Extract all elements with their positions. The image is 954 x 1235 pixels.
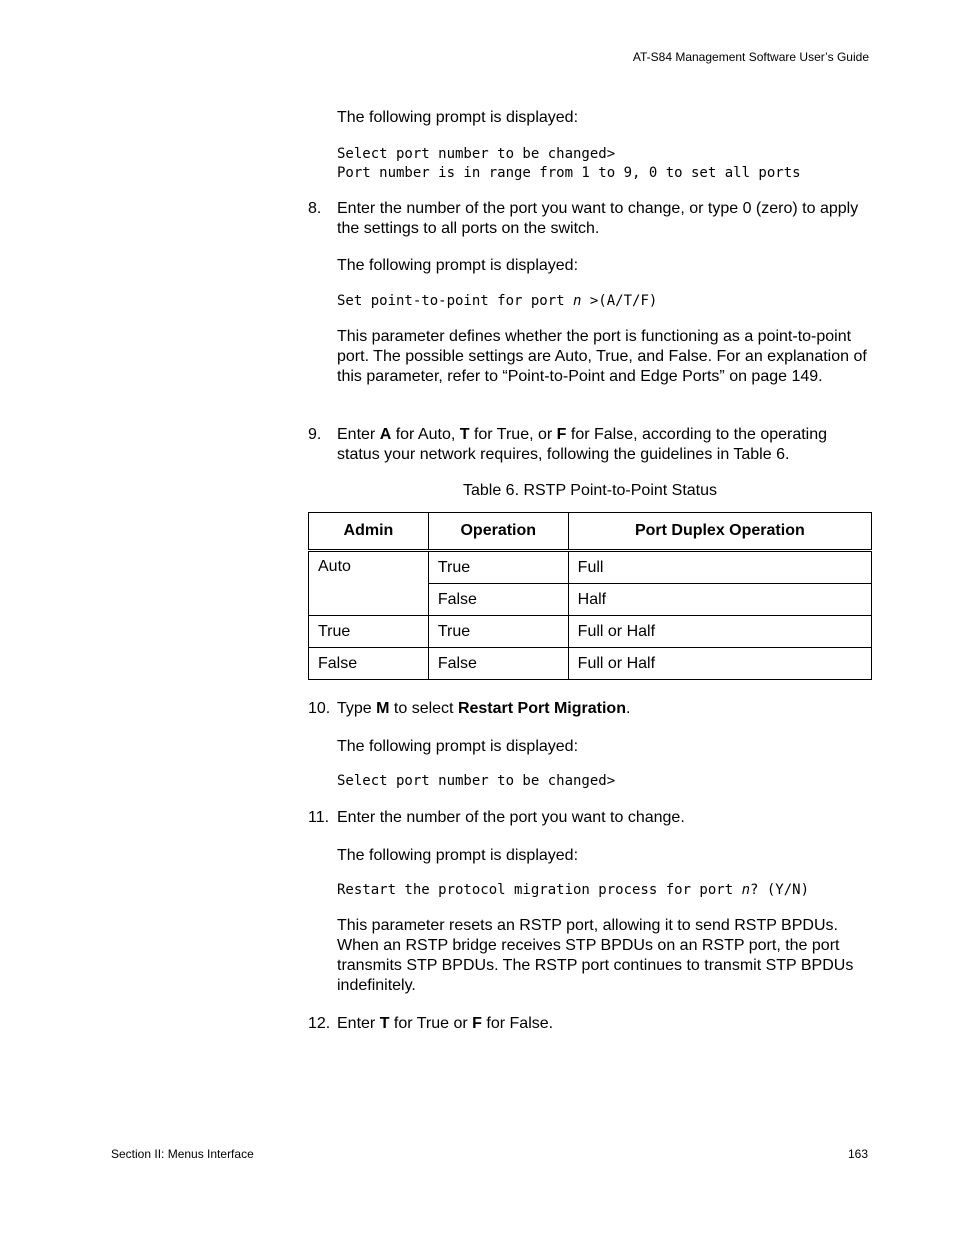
table-cell: Full: [568, 551, 871, 584]
table-caption: Table 6. RSTP Point-to-Point Status: [462, 482, 718, 499]
table-row: [309, 616, 872, 648]
table-cell: Half: [568, 584, 871, 616]
step-number: 8.: [308, 200, 322, 217]
code-text: Restart the protocol migration process for port: [337, 882, 742, 898]
code-block: [337, 292, 657, 311]
code-text: ? (Y/N): [750, 882, 810, 898]
paragraph: This parameter resets an RSTP port, allowing it to send RSTP BPDUs. When an RSTP bridge receives STP BPDUs on an RSTP port, the port transmits STP BPDUs. The RSTP port continues to transmit STP BPDUs indefinitely.: [337, 917, 854, 994]
step-number: 12.: [308, 1015, 331, 1032]
code-line: Select port number to be changed>: [337, 146, 616, 162]
step-number: 10.: [308, 700, 331, 717]
code-block: [337, 881, 809, 900]
table-cell: True: [309, 616, 429, 648]
table-cell: True: [428, 551, 568, 584]
table-cell: Full or Half: [568, 616, 871, 648]
step-text: Enter A for Auto, T for True, or F for False, according to the operating status your network requires, following the guidelines in Table 6.: [337, 426, 828, 463]
paragraph: The following prompt is displayed:: [337, 257, 579, 274]
paragraph: The following prompt is displayed:: [337, 109, 579, 126]
step-number: 11.: [308, 809, 330, 826]
footer-section: Section II: Menus Interface: [111, 1147, 254, 1161]
step-number: 9.: [308, 426, 322, 443]
step-11: [308, 808, 873, 828]
code-variable: n: [573, 293, 582, 309]
code-block: Select port number to be changed>: [337, 773, 616, 789]
step-12: [308, 1014, 873, 1034]
table-cell: Auto: [309, 551, 429, 616]
column-header: Admin: [309, 513, 429, 551]
code-text: Set point-to-point for port: [337, 293, 574, 309]
table-cell: False: [309, 648, 429, 680]
step-9: [308, 425, 873, 465]
paragraph: The following prompt is displayed:: [337, 738, 579, 755]
step-10: [308, 699, 873, 719]
page-number: 163: [847, 1147, 868, 1161]
step-text: Enter the number of the port you want to change.: [337, 809, 685, 826]
table-header-row: [309, 513, 872, 551]
table-cell: Full or Half: [568, 648, 871, 680]
step-text: Enter the number of the port you want to change, or type 0 (zero) to apply the settings to all ports on the switch.: [337, 200, 859, 237]
step-text: Enter T for True or F for False.: [337, 1015, 554, 1032]
column-header: Port Duplex Operation: [568, 513, 871, 551]
table-cell: True: [428, 616, 568, 648]
step-text: Type M to select Restart Port Migration.: [337, 700, 631, 717]
step-8: [308, 199, 873, 239]
running-header: AT-S84 Management Software User’s Guide: [632, 50, 869, 64]
code-text: >(A/T/F): [581, 293, 658, 309]
code-variable: n: [741, 882, 751, 898]
code-block: [337, 145, 801, 183]
column-header: Operation: [428, 513, 568, 551]
table-cell: False: [428, 584, 568, 616]
paragraph: This parameter defines whether the port is functioning as a point-to-point port. The possible settings are Auto, True, and False. For an explanation of this parameter, refer to “Point-to-Point and Edge Ports” on page 149.: [337, 328, 867, 385]
paragraph: The following prompt is displayed:: [337, 847, 579, 864]
rstp-status-table: [308, 512, 872, 680]
table-row: [309, 551, 872, 584]
table-cell: False: [428, 648, 568, 680]
code-line: Port number is in range from 1 to 9, 0 to set all ports: [337, 165, 801, 181]
table-row: [309, 648, 872, 680]
